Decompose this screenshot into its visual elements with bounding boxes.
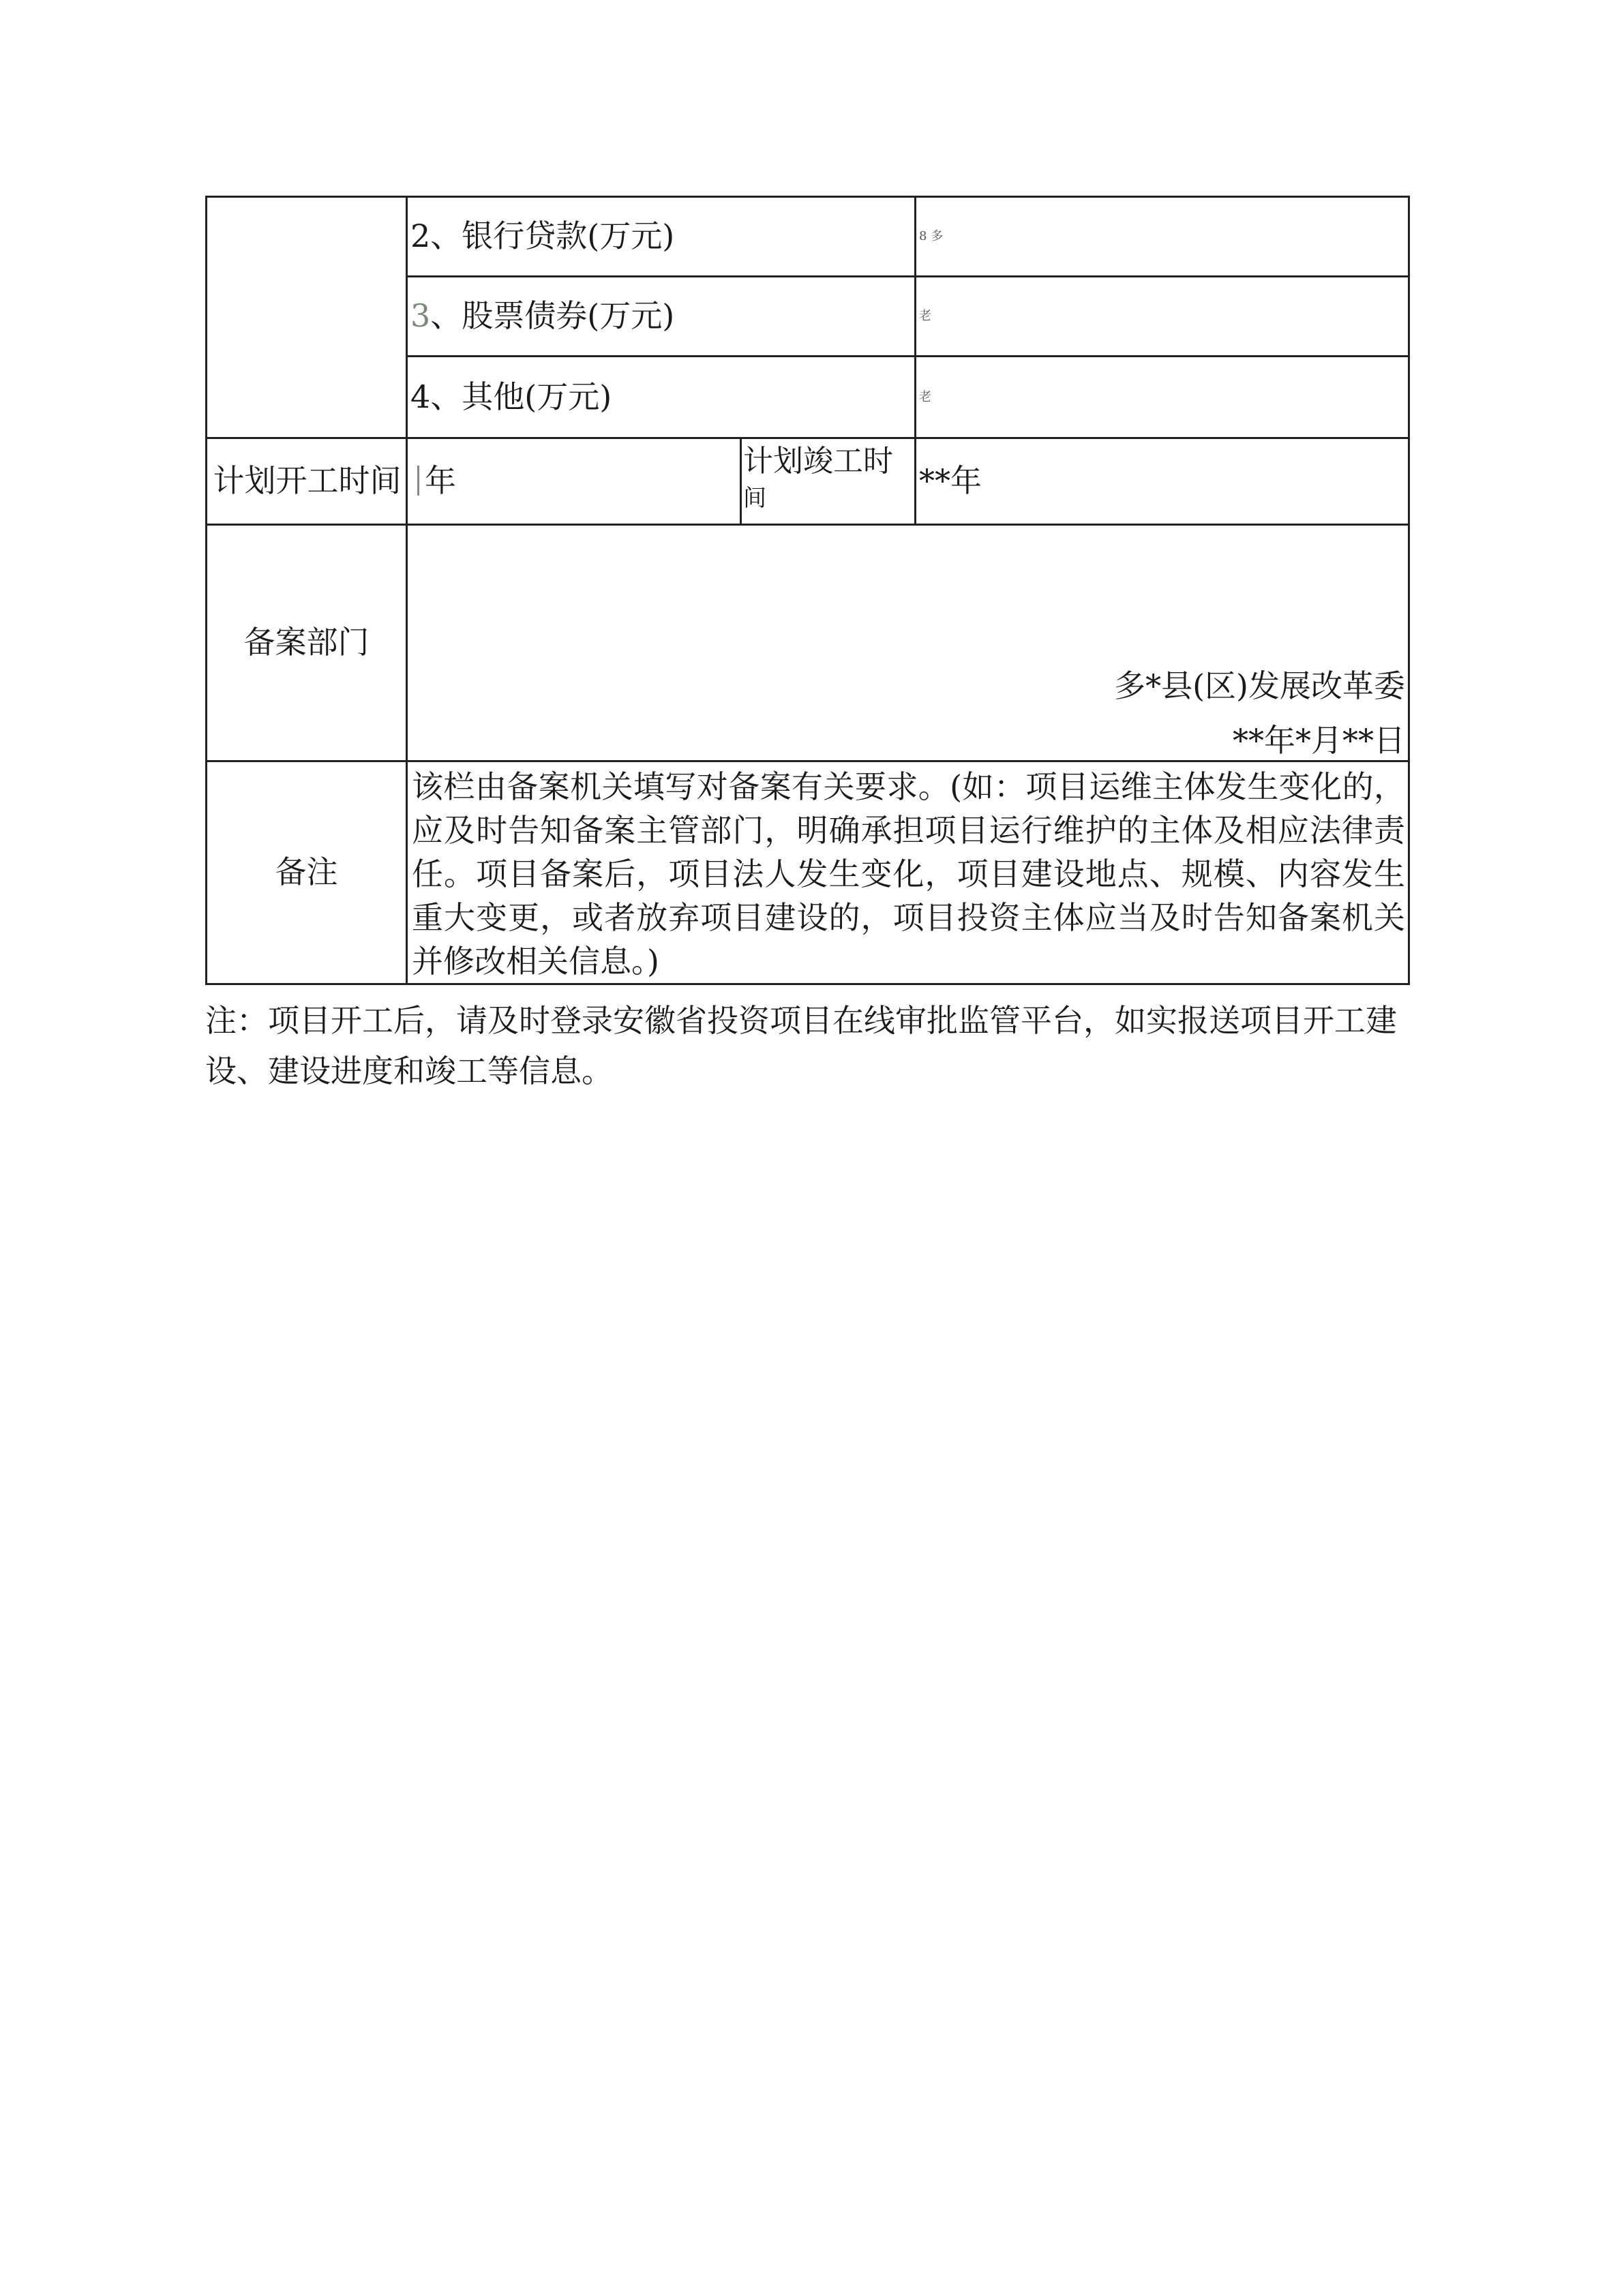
other-value: 老 — [916, 357, 1409, 438]
planned-finish-value: **年 — [916, 438, 1409, 525]
text-cursor — [417, 466, 419, 496]
planned-finish-label — [741, 438, 916, 525]
funding-group-cell — [207, 197, 407, 438]
table-row-bank-loan — [207, 197, 1409, 277]
other-label: 4、其他(万元) — [407, 357, 916, 438]
filing-dept-content — [407, 525, 1409, 761]
table-row-remarks — [207, 761, 1409, 984]
bank-loan-label: 2、银行贷款(万元) — [407, 197, 916, 277]
filing-date: **年*月**日 — [1233, 722, 1406, 759]
planned-finish-label-line1: 计划竣工时 — [743, 444, 893, 479]
planned-finish-label-line2: 间 — [743, 484, 766, 512]
table-row-schedule — [207, 438, 1409, 525]
bank-loan-value: 8 多 — [916, 197, 1409, 277]
planned-start-value — [407, 438, 741, 525]
stock-bond-label-text: 、股票债券(万元) — [430, 297, 675, 335]
project-filing-table — [205, 196, 1410, 985]
stock-bond-label — [407, 277, 916, 357]
footnote: 注：项目开工后，请及时登录安徽省投资项目在线审批监管平台，如实报送项目开工建设、建设进度和竣工等信息。 — [205, 1002, 1397, 1089]
planned-start-label: 计划开工时间 — [207, 438, 407, 525]
filing-organization: 多*县(区)发展改革委 — [1114, 667, 1406, 704]
table-row-filing-dept — [207, 525, 1409, 761]
planned-start-value-text: 年 — [425, 462, 456, 500]
stock-bond-value: 老 — [916, 277, 1409, 357]
remarks-label: 备注 — [207, 761, 407, 984]
remarks-text: 该栏由备案机关填写对备案有关要求。(如：项目运维主体发生变化的，应及时告知备案主管部门，明确承担项目运行维护的主体及相应法律责任。项目备案后，项目法人发生变化，项目建设地点、规模、内容发生重大变更，或者放弃项目建设的，项目投资主体应当及时告知备案机关并修改相关信息。) — [407, 761, 1409, 984]
stock-bond-label-number: 3 — [410, 297, 431, 335]
filing-dept-label: 备案部门 — [207, 525, 407, 761]
